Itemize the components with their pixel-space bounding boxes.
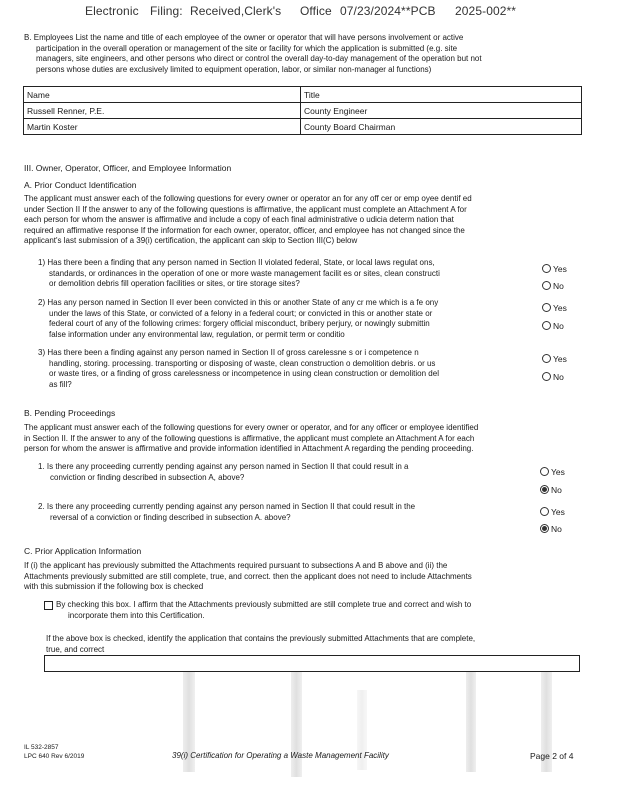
- section-b-instructions: [24, 423, 602, 455]
- filing-stamp-doc-type: Electronic: [85, 4, 139, 18]
- employees-line: managers, site engineers, and other persons who direct or control the overall day-to-day management of the operation but not: [36, 54, 482, 63]
- q2-yes-option[interactable]: [542, 299, 567, 317]
- question-line: federal court of any of the following crimes: forgery official misconduct, bribery perjury, or nowingly submittin: [49, 319, 430, 328]
- question-line: or demolition debris fill operation facilities or sites, or tire storage sites?: [49, 279, 300, 288]
- radio-icon[interactable]: [542, 264, 551, 273]
- radio-icon[interactable]: [540, 467, 549, 476]
- scan-artifact: [291, 672, 302, 777]
- question-line: as fill?: [49, 379, 72, 389]
- q1-no-option[interactable]: [542, 277, 564, 295]
- p2-yes-option[interactable]: [540, 503, 565, 521]
- option-label: No: [553, 280, 564, 291]
- question-line: or waste tires, or a finding of gross carelessness or incompetence in using clean construction or demolition del: [49, 369, 439, 378]
- checkbox-affirmation: [56, 600, 596, 621]
- radio-icon[interactable]: [542, 354, 551, 363]
- option-label: Yes: [553, 263, 567, 274]
- question-3: [38, 348, 528, 390]
- question-2: [38, 298, 528, 340]
- p1-no-option[interactable]: [540, 481, 562, 499]
- section-c-instructions: [24, 561, 602, 593]
- checkbox-line: By checking this box. I affirm that the Attachments previously submitted are still complete true and correct and wish to: [56, 600, 472, 609]
- checkbox-icon[interactable]: [44, 601, 53, 610]
- instruction-line: in Section II. If the answer to any of the following questions is affirmative, the applicant must complete an Attachment A for each: [24, 433, 475, 443]
- pending-question-1: [38, 462, 518, 483]
- instruction-line: person for whom the answer is affirmative and provide information identified in Attachment A regarding the pending proceeding.: [24, 444, 474, 453]
- instruction-line: applicant's last submission of a 39(i) certification, the applicant can skip to Section III(C) below: [24, 236, 358, 245]
- question-1: [38, 258, 528, 290]
- filing-stamp-received: Received,Clerk's: [190, 4, 282, 18]
- radio-icon[interactable]: [542, 321, 551, 330]
- instruction-line: with this submission if the following box is checked: [24, 582, 204, 591]
- scan-artifact: [466, 672, 476, 772]
- option-label: No: [551, 484, 562, 495]
- pending-question-2: [38, 502, 518, 523]
- prior-attachments-checkbox[interactable]: [44, 601, 53, 619]
- column-header-name: Name: [24, 87, 301, 103]
- option-label: Yes: [553, 353, 567, 364]
- table-header-row: [24, 87, 582, 103]
- option-label: Yes: [553, 302, 567, 313]
- radio-icon[interactable]: [542, 281, 551, 290]
- employee-title-cell[interactable]: County Engineer: [301, 103, 582, 119]
- question-line: handling, storing. processing. transporting or disposing of waste, clean construction o demolition debris. or us: [49, 358, 436, 368]
- option-label: Yes: [551, 506, 565, 517]
- option-label: No: [553, 371, 564, 382]
- section-a-title: A. Prior Conduct Identification: [24, 180, 137, 190]
- form-id: IL 532-2857: [24, 744, 59, 751]
- section-a-instructions: [24, 194, 599, 247]
- employees-table: [23, 86, 582, 135]
- p2-no-option[interactable]: [540, 520, 562, 538]
- employees-line: B. Employees List the name and title of each employee of the owner or operator that will have persons involvement or active: [24, 33, 464, 42]
- question-line: 2. Is there any proceeding currently pending against any person named in Section II that could result in the: [38, 502, 416, 511]
- filing-stamp-docket: 2025-002**: [455, 4, 517, 18]
- instruction-line: If (i) the applicant has previously submitted the Attachments required pursuant to subsections A and B above and (ii) the: [24, 561, 448, 570]
- q3-yes-option[interactable]: [542, 350, 567, 368]
- filing-stamp-label: Filing:: [150, 4, 183, 18]
- checkbox-line: incorporate them into this Certification.: [68, 610, 205, 620]
- prior-application-field[interactable]: [44, 655, 580, 672]
- instruction-line: each person for whom the answer is affirmative and include a copy of each final administrative o udicia determ nation that: [24, 215, 454, 224]
- instruction-line: true, and correct: [46, 644, 105, 654]
- question-line: conviction or finding described in subsection A, above?: [50, 472, 245, 482]
- question-line: reversal of a conviction or finding described in subsection A. above?: [50, 512, 291, 522]
- identify-instructions: [46, 634, 601, 655]
- question-line: 3) Has there been a finding against any person named in Section II of gross carelessne s or i competence n: [38, 348, 419, 357]
- instruction-line: The applicant must answer each of the following questions for every owner or operator, and for any officer or employee identified: [24, 423, 479, 432]
- form-ids: [24, 743, 84, 761]
- section-b-title: B. Pending Proceedings: [24, 408, 116, 418]
- instruction-line: Attachments previously submitted are still complete, true, and correct. then the applicant does not need to include Attachments: [24, 571, 472, 581]
- form-revision: LPC 640 Rev 6/2019: [24, 753, 85, 760]
- employees-line: persons whose duties are exclusively limited to equipment operation, labor, or similar non-manager al functions): [36, 64, 432, 74]
- question-line: 1. Is there any proceeding currently pending against any person named in Section II that could result in a: [38, 462, 409, 471]
- employee-name-cell[interactable]: Martin Koster: [24, 119, 301, 135]
- question-line: 2) Has any person named in Section II ever been convicted in this or another State of any cr me which is a fe ony: [38, 298, 439, 307]
- radio-selected-icon[interactable]: [540, 524, 549, 533]
- table-row: [24, 103, 582, 119]
- option-label: No: [553, 320, 564, 331]
- question-line: false information under any environmental law, regulation, or permit term or conditio: [49, 329, 345, 339]
- filing-stamp-date: 07/23/2024**PCB: [340, 4, 436, 18]
- instruction-line: If the above box is checked, identify the application that contains the previously submitted Attachments that are complete,: [46, 634, 476, 643]
- form-title: 39(i) Certification for Operating a Waste Management Facility: [172, 751, 389, 760]
- employees-instructions: [24, 33, 594, 75]
- p1-yes-option[interactable]: [540, 463, 565, 481]
- question-line: under the laws of this State, or convicted of a felony in a federal court; or convicted in this or another state or: [49, 308, 433, 318]
- option-label: Yes: [551, 466, 565, 477]
- instruction-line: under Section II If the answer to any of the following questions is affirmative, the applicant must complete an Attachment A for: [24, 204, 467, 214]
- instruction-line: The applicant must answer each of the following questions for every owner or operator an for any off cer or emp oyee dentif ed: [24, 194, 472, 203]
- q2-no-option[interactable]: [542, 317, 564, 335]
- section-iii-title: III. Owner, Operator, Officer, and Employee Information: [24, 163, 232, 173]
- radio-icon[interactable]: [542, 303, 551, 312]
- column-header-title: Title: [301, 87, 582, 103]
- instruction-line: required an affirmative response If the information for each owner, operator, officer, and employee has not changed since the: [24, 225, 465, 235]
- q3-no-option[interactable]: [542, 368, 564, 386]
- option-label: No: [551, 523, 562, 534]
- question-line: standards, or ordinances in the operation of one or more waste management facilit es or sites, clean constructi: [49, 268, 440, 278]
- table-row: [24, 119, 582, 135]
- q1-yes-option[interactable]: [542, 260, 567, 278]
- question-line: 1) Has there been a finding that any person named in Section II violated federal, State, or local laws regulat ons,: [38, 258, 435, 267]
- radio-icon[interactable]: [540, 507, 549, 516]
- section-c-title: C. Prior Application Information: [24, 546, 142, 556]
- page-number: Page 2 of 4: [530, 751, 574, 761]
- employees-line: participation in the overall operation or management of the site or facility for which the application is submitted (e.g. site: [36, 43, 458, 53]
- filing-stamp-office: Office: [300, 4, 332, 18]
- employee-name-cell[interactable]: Russell Renner, P.E.: [24, 103, 301, 119]
- radio-icon[interactable]: [542, 372, 551, 381]
- radio-selected-icon[interactable]: [540, 485, 549, 494]
- employee-title-cell[interactable]: County Board Chairman: [301, 119, 582, 135]
